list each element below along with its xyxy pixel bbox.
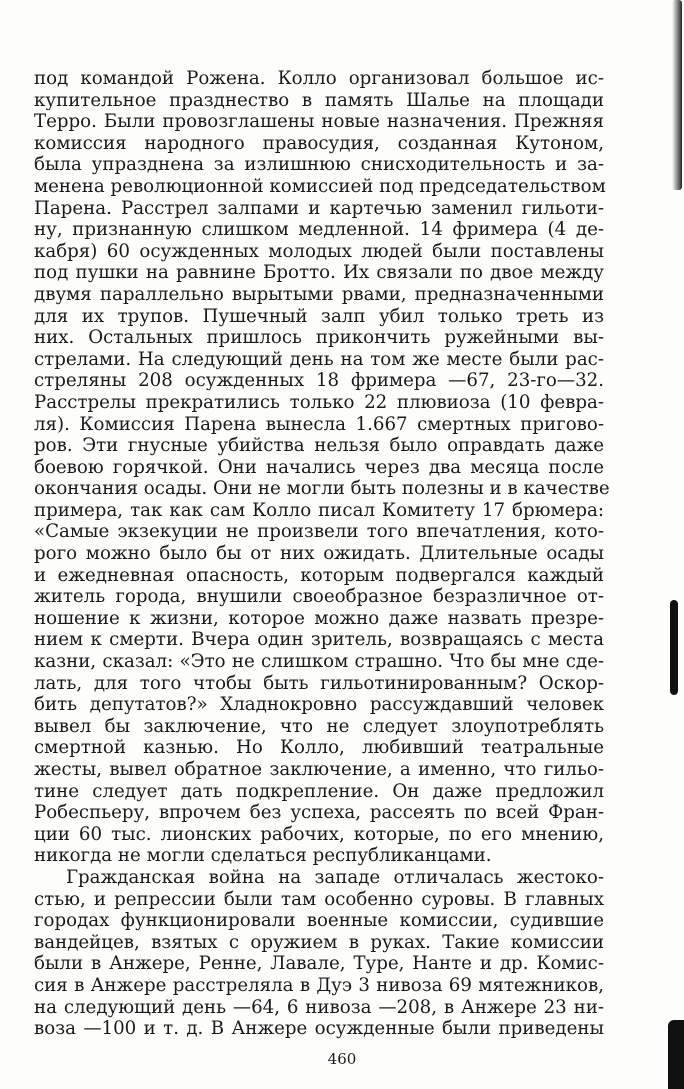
text-line: Парена. Расстрел залпами и картечью заменил гильоти- bbox=[34, 197, 604, 219]
text-line: казни, сказал: «Это не слишком страшно. Что бы мне сде- bbox=[34, 651, 604, 673]
text-line: тине следует дать подкрепление. Он даже предложил bbox=[34, 780, 604, 802]
text-line: менена революционной комиссией под председательством bbox=[34, 175, 606, 197]
text-line: городах функционировали военные комиссии, судившие bbox=[34, 910, 604, 932]
text-line: воза —100 и т. д. В Анжере осужденные были приведены bbox=[34, 1018, 604, 1040]
text-line: ну, признанную слишком медленной. 14 фримера (4 де- bbox=[34, 219, 604, 241]
text-line: кабря) 60 осужденных молодых людей были поставлены bbox=[34, 240, 604, 262]
text-line: бить депутатов?» Хладнокровно рассуждавший человек bbox=[34, 694, 604, 716]
text-line: Робеспьеру, впрочем без успеха, рассеять по всей Фран- bbox=[34, 802, 604, 824]
text-line: были в Анжере, Ренне, Лавале, Туре, Нанте и др. Комис- bbox=[34, 953, 604, 975]
text-line: стрелами. На следующий день на том же месте были рас- bbox=[34, 348, 604, 370]
text-line: Терро. Были провозглашены новые назначения. Прежняя bbox=[34, 111, 604, 133]
page-edge-mark bbox=[670, 600, 678, 695]
text-line: стреляны 208 осужденных 18 фримера —67, 23-го—32. bbox=[34, 370, 604, 392]
text-line: рого можно было бы от них ожидать. Длительные осады bbox=[34, 543, 604, 565]
paragraph-start-line: Гражданская война на западе отличалась жестоко- bbox=[66, 866, 604, 888]
text-line: сия в Анжере расстреляла в Дуэ 3 нивоза 69 мятежников, bbox=[34, 974, 604, 996]
text-line: стью, и репрессии были там особенно суровы. В главных bbox=[34, 888, 604, 910]
text-line: ров. Эти гнусные убийства нельзя было оправдать даже bbox=[34, 435, 604, 457]
text-line: под пушки на равнине Бротто. Их связали по двое между bbox=[34, 262, 604, 284]
text-line: жесты, вывел обратное заключение, а именно, что гильо- bbox=[34, 759, 604, 780]
text-line: была упразднена за излишнюю снисходительность и за- bbox=[34, 154, 604, 176]
text-line: них. Остальных пришлось прикончить ружейными вы- bbox=[34, 327, 604, 349]
text-line: ношение к жизни, которое можно даже назвать презре- bbox=[34, 607, 604, 629]
text-line: примера, так как сам Колло писал Комитету 17 брюмера: bbox=[34, 499, 604, 521]
text-line: и ежедневная опасность, которым подвергался каждый bbox=[34, 564, 604, 586]
text-line: ции 60 тыс. лионских рабочих, которые, по его мнению, bbox=[34, 823, 604, 845]
text-line: двумя параллельно вырытыми рвами, предназначенными bbox=[34, 283, 604, 305]
text-line: купительное празднество в память Шалье на площади bbox=[34, 89, 604, 111]
text-line: боевою горячкой. Они начались через два месяца после bbox=[34, 456, 604, 478]
paragraph-end-line: никогда не могли сделаться республиканцами. bbox=[34, 845, 492, 867]
text-line: комиссия народного правосудия, созданная Кутоном, bbox=[34, 132, 604, 154]
text-line: для их трупов. Пушечный залп убил только треть из bbox=[34, 305, 604, 327]
text-line: смертной казнью. Но Колло, любивший театральные bbox=[34, 737, 604, 759]
page-number: 460 bbox=[327, 1050, 357, 1068]
page-edge-shadow bbox=[672, 0, 682, 190]
text-line: вывел бы заключение, что не следует злоупотреблять bbox=[34, 715, 604, 737]
text-line: вандейцев, взятых с оружием в руках. Такие комиссии bbox=[34, 931, 604, 953]
text-line: под командой Рожена. Колло организовал большое ис- bbox=[34, 68, 604, 89]
text-line: житель города, внушили своеобразное безразличное от- bbox=[34, 586, 604, 608]
text-line: на следующий день —64, 6 нивоза —208, в Анжере 23 ни- bbox=[34, 996, 604, 1018]
text-line: окончания осады. Они не могли быть полезны и в качестве bbox=[34, 478, 610, 500]
text-line: Расстрелы прекратились только 22 плювиоза (10 февра- bbox=[34, 391, 604, 413]
body-text bbox=[34, 68, 610, 1040]
text-line: ля). Комиссия Парена вынесла 1.667 смертных пригово- bbox=[34, 413, 604, 435]
text-line: нием к смерти. Вчера один зритель, возвращаясь с места bbox=[34, 629, 604, 651]
text-line: «Самые экзекуции не произвели того впечатления, кото- bbox=[34, 521, 604, 543]
text-line: лать, для того чтобы быть гильотинированным? Оскор- bbox=[34, 672, 604, 694]
